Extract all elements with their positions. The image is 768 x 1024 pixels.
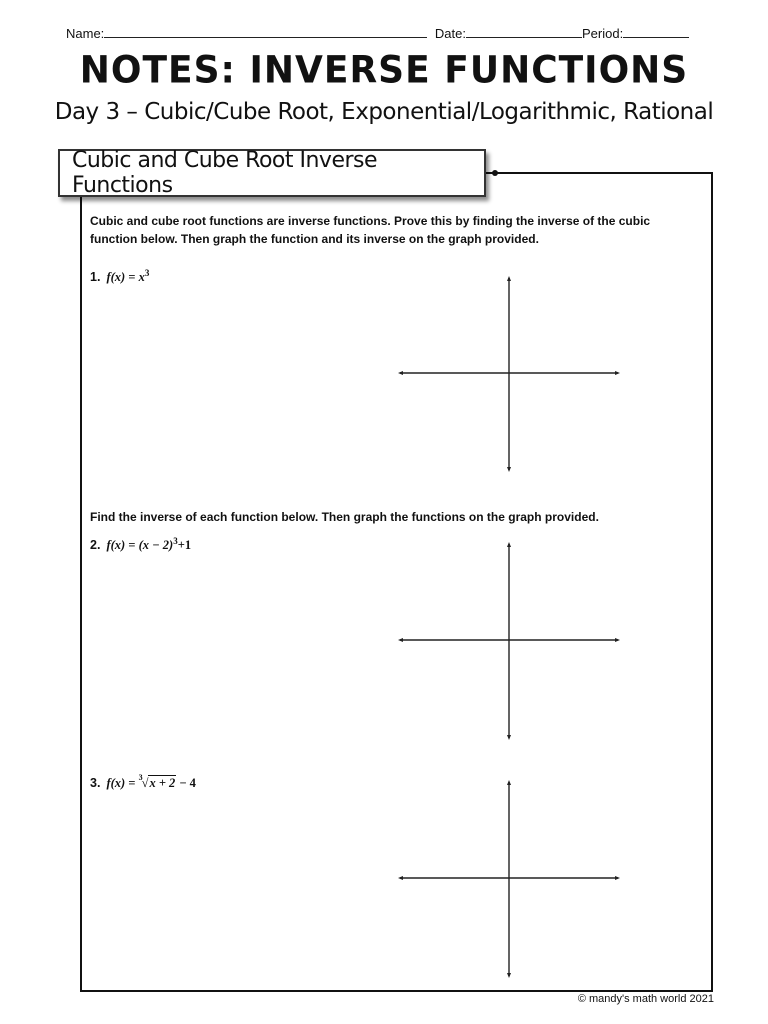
arrow-right — [615, 638, 620, 642]
problem-lhs: f(x) = — [106, 270, 139, 285]
page-subtitle: Day 3 – Cubic/Cube Root, Exponential/Logarithmic, Rational — [54, 99, 714, 125]
connector-dot — [492, 170, 498, 176]
problem-tail: − 4 — [176, 776, 196, 790]
problem-1 — [90, 268, 149, 285]
problem-2 — [90, 536, 191, 553]
arrow-left — [398, 371, 403, 375]
problem-exponent: 3 — [173, 536, 178, 546]
problem-number: 2. — [90, 538, 101, 553]
arrow-up — [507, 780, 511, 785]
period-label: Period: — [582, 26, 624, 41]
arrow-left — [398, 876, 403, 880]
copyright: © mandy's math world 2021 — [577, 993, 714, 1005]
name-blank[interactable] — [104, 25, 427, 38]
graph-1-axes[interactable] — [398, 276, 620, 472]
arrow-up — [507, 276, 511, 281]
period-blank[interactable] — [623, 25, 689, 38]
problem-base: (x − 2) — [138, 538, 174, 553]
cube-root — [138, 773, 177, 791]
section-heading: Cubic and Cube Root Inverse Functions — [58, 149, 486, 197]
arrow-down — [507, 467, 511, 472]
problem-tail: +1 — [177, 538, 192, 553]
page-title: NOTES: INVERSE FUNCTIONS — [79, 48, 689, 93]
graph-2-axes[interactable] — [398, 542, 620, 740]
date-label: Date: — [434, 26, 466, 41]
problem-lhs: f(x) = — [106, 776, 139, 790]
arrow-right — [615, 371, 620, 375]
radicand: x + 2 — [149, 776, 176, 790]
arrow-down — [507, 973, 511, 978]
problem-3 — [90, 773, 196, 791]
problem-number: 1. — [90, 270, 101, 285]
problem-lhs: f(x) = — [106, 538, 139, 553]
radical-sign-icon: √ — [141, 776, 149, 790]
header-row — [66, 25, 706, 41]
instructions-second: Find the inverse of each function below. Then graph the functions on the graph provided. — [90, 510, 599, 524]
arrow-right — [615, 876, 620, 880]
arrow-left — [398, 638, 403, 642]
root-index: 3 — [138, 773, 143, 782]
problem-base: x — [138, 270, 145, 285]
name-label: Name: — [66, 26, 105, 41]
problem-exponent: 3 — [144, 268, 150, 278]
date-blank[interactable] — [466, 25, 582, 38]
graph-3-axes[interactable] — [398, 780, 620, 978]
arrow-up — [507, 542, 511, 547]
problem-number: 3. — [90, 776, 101, 790]
instructions-first: Cubic and cube root functions are inverse functions. Prove this by finding the inverse of the cubic function below. Then graph the function and its inverse on the graph provided. — [90, 214, 651, 246]
arrow-down — [507, 735, 511, 740]
